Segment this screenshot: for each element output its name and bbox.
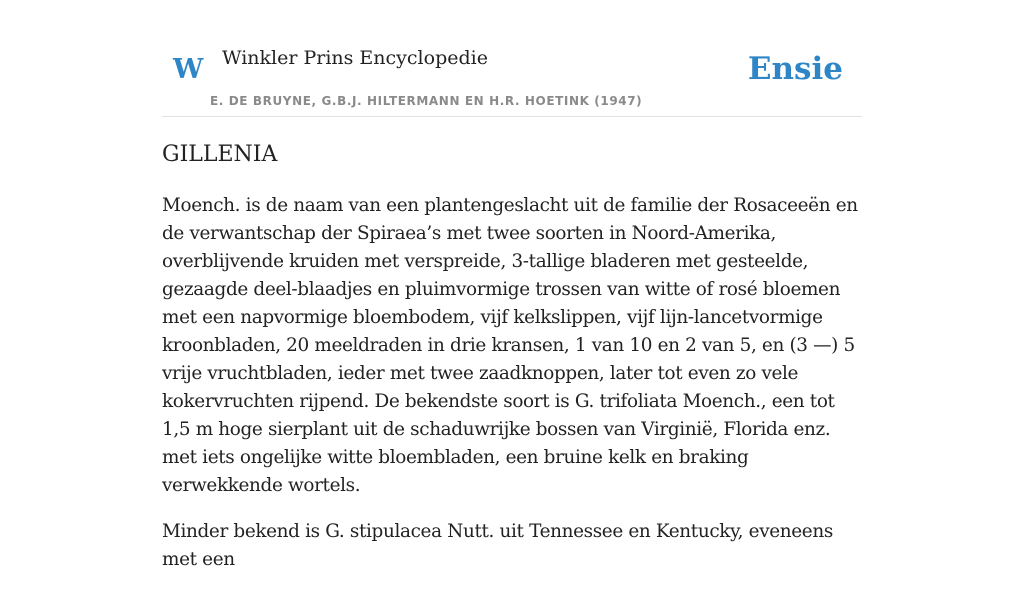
- page: [162, 0, 862, 570]
- article-paragraph-1: Moench. is de naam van een plantengeslacht uit de familie der Rosaceeën en de verwantschap der Spiraea’s met twee soorten in Noord-Amerika, overblijvende kruiden met verspreide, 3-tallige bladeren met gesteelde, gezaagde deel-blaadjes en pluimvormige trossen van witte of rosé bloemen met een napvormige bloembodem, vijf kelkslippen, vijf lijn-lancetvormige kroonbladen, 20 meeldraden in drie kransen, 1 van 10 en 2 van 5, en (3 —) 5 vrije vruchtbladen, ieder met twee zaadknoppen, later tot even zo vele kokervruchten rijpend. De bekendste soort is G. trifoliata Moench., een tot 1,5 m hoge sierplant uit de schaduwrijke bossen van Virginië, Florida enz. met iets ongelijke witte bloembladen, een bruine kelk en braking verwekkende wortels.: [162, 195, 858, 496]
- article-paragraph-2: Minder bekend is G. stipulacea Nutt. uit Tennessee en Kentucky, eveneens met een: [162, 521, 833, 570]
- source-authors: E. DE BRUYNE, G.B.J. HILTERMANN EN H.R. HOETINK (1947): [210, 94, 643, 108]
- winkler-prins-logo-icon[interactable]: W: [173, 54, 204, 85]
- article-body: [162, 192, 868, 592]
- ensie-logo[interactable]: Ensie: [747, 51, 843, 87]
- source-title[interactable]: Winkler Prins Encyclopedie: [222, 47, 488, 69]
- article-headword: GILLENIA: [162, 142, 278, 167]
- site-header: [162, 0, 862, 117]
